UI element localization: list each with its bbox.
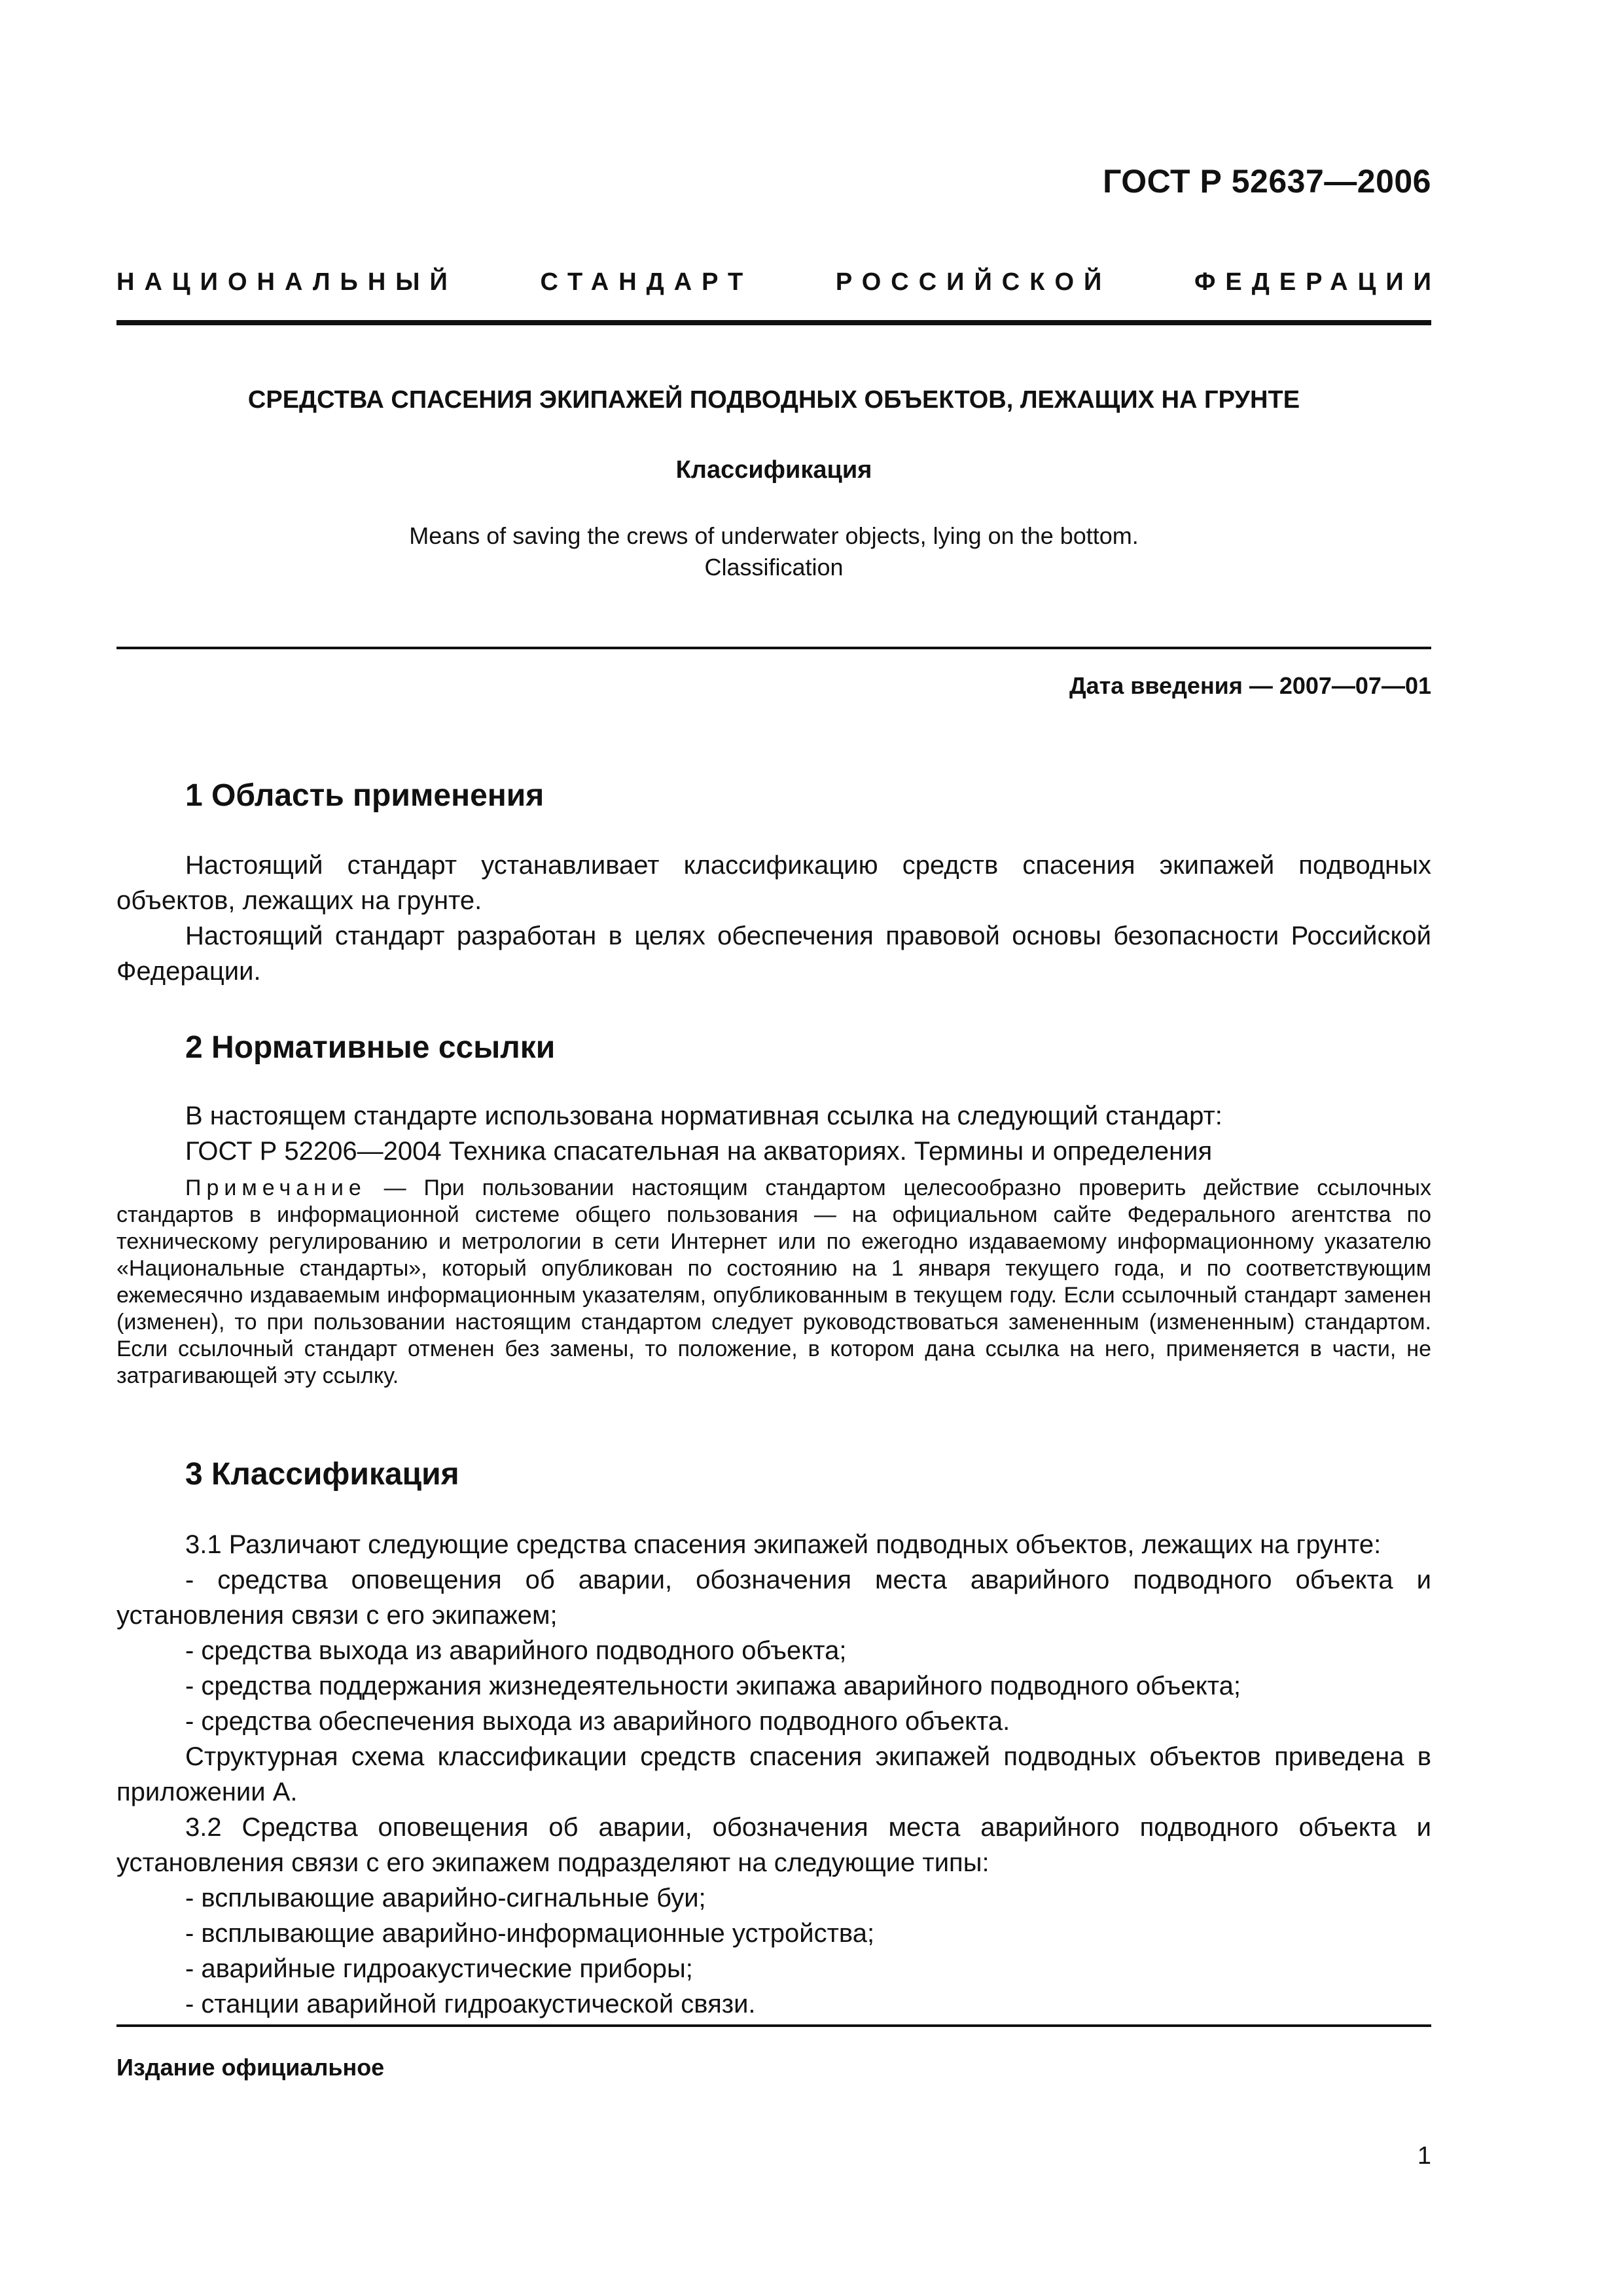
title-rule	[116, 647, 1431, 649]
list-item: - всплывающие аварийно-информационные устройства;	[185, 1919, 875, 1948]
banner-word: РОССИЙСКОЙ	[835, 268, 1112, 296]
banner-word: НАЦИОНАЛЬНЫЙ	[116, 268, 457, 296]
section-heading: 3 Классификация	[185, 1457, 459, 1492]
english-title	[116, 520, 1431, 583]
english-title-line: Means of saving the crews of underwater objects, lying on the bottom.	[409, 522, 1139, 549]
english-title-line: Classification	[704, 554, 844, 581]
paragraph-text: Структурная схема классификации средств спасения экипажей подводных объектов приведена в приложении А.	[116, 1742, 1431, 1806]
paragraph	[116, 1527, 1431, 2022]
paragraph-text: Настоящий стандарт разработан в целях обеспечения правовой основы безопасности Российской Федерации.	[116, 922, 1431, 986]
note-label: Примечание	[185, 1175, 366, 1200]
page-number: 1	[1417, 2142, 1431, 2170]
list-item: - станции аварийной гидроакустической связи.	[185, 1990, 756, 2018]
introduction-date: Дата введения — 2007—07—01	[1069, 672, 1431, 699]
list-item: - средства оповещения об аварии, обозначения места аварийного подводного объекта и установления связи с его экипажем;	[116, 1566, 1431, 1630]
paragraph	[116, 848, 1431, 989]
paragraph-text: 3.1 Различают следующие средства спасения экипажей подводных объектов, лежащих на грунте:	[185, 1530, 1382, 1559]
note-text: — При пользовании настоящим стандартом целесообразно проверить действие ссылочных стандартов в информационной системе общего пользования — на официальном сайте Федерального агентства по техническому регулированию и метрологии в сети Интернет или по ежегодно издаваемому информационному указателю «Национальные стандарты», который опубликован по состоянию на 1 января текущего года, и по соответствующим ежемесячно издаваемым информационным указателям, опубликованным в текущем году. Если ссылочный стандарт заменен (изменен), то при пользовании настоящим стандартом следует руководствоваться замененным (измененным) стандартом. Если ссылочный стандарт отменен без замены, то положение, в котором дана ссылка на него, применяется в части, не затрагивающей эту ссылку.	[116, 1175, 1431, 1388]
footer-rule	[116, 2024, 1431, 2027]
paragraph-text: Настоящий стандарт устанавливает классификацию средств спасения экипажей подводных объектов, лежащих на грунте.	[116, 851, 1431, 915]
document-subtitle: Классификация	[675, 456, 872, 484]
section-heading: 1 Область применения	[185, 778, 544, 813]
paragraph-text: 3.2 Средства оповещения об аварии, обозначения места аварийного подводного объекта и установления связи с его экипажем подразделяют на следующие типы:	[116, 1813, 1431, 1877]
paragraph	[116, 1098, 1431, 1169]
section-heading: 2 Нормативные ссылки	[185, 1030, 556, 1065]
paragraph-text: В настоящем стандарте использована нормативная ссылка на следующий стандарт:	[185, 1102, 1222, 1130]
paragraph-text: ГОСТ Р 52206—2004 Техника спасательная на акваториях. Термины и определения	[185, 1137, 1213, 1166]
list-item: - средства обеспечения выхода из аварийного подводного объекта.	[185, 1707, 1010, 1736]
official-edition-label: Издание официальное	[116, 2054, 385, 2081]
banner-word: СТАНДАРТ	[540, 268, 753, 296]
note-block	[116, 1175, 1431, 1390]
document-number: ГОСТ Р 52637—2006	[1103, 163, 1431, 200]
header-rule	[116, 320, 1431, 325]
document-title: СРЕДСТВА СПАСЕНИЯ ЭКИПАЖЕЙ ПОДВОДНЫХ ОБЪЕКТОВ, ЛЕЖАЩИХ НА ГРУНТЕ	[247, 386, 1300, 414]
list-item: - всплывающие аварийно-сигнальные буи;	[185, 1884, 706, 1912]
banner-word: ФЕДЕРАЦИИ	[1194, 268, 1441, 296]
national-standard-banner	[116, 268, 1441, 296]
list-item: - средства поддержания жизнедеятельности экипажа аварийного подводного объекта;	[185, 1672, 1241, 1700]
list-item: - средства выхода из аварийного подводного объекта;	[185, 1636, 847, 1665]
list-item: - аварийные гидроакустические приборы;	[185, 1954, 693, 1983]
